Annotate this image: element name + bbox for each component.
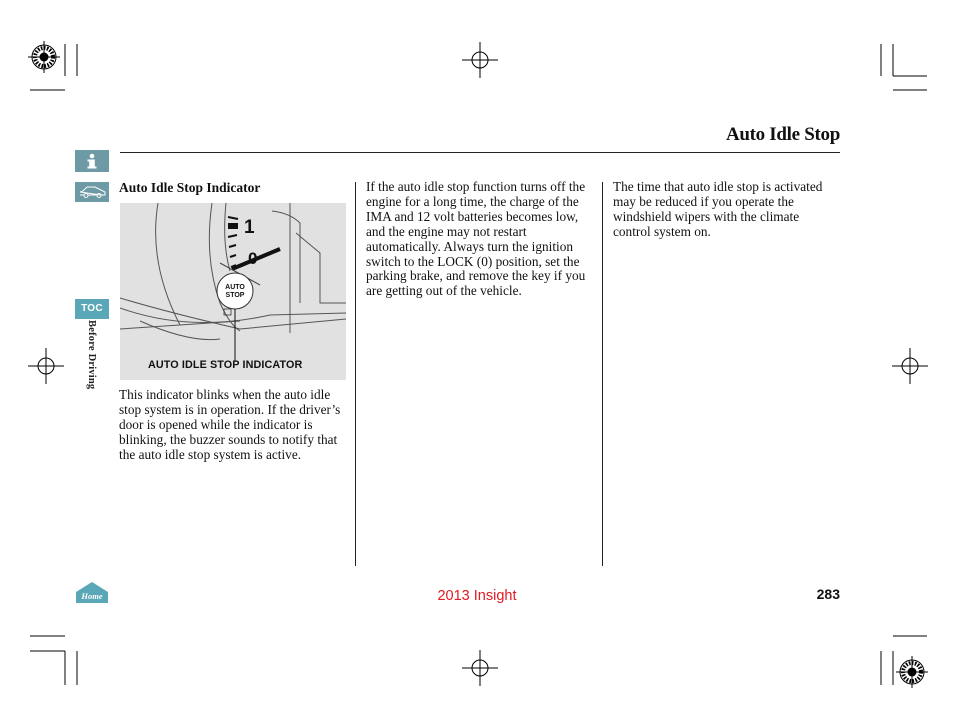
info-icon: [75, 150, 109, 172]
gauge-label-bottom: 0: [248, 249, 258, 268]
footer-model: 2013 Insight: [437, 588, 517, 604]
home-label: Home: [81, 591, 103, 601]
column-divider: [355, 182, 356, 566]
section-label: Before Driving: [86, 320, 97, 390]
indicator-line-2: STOP: [225, 292, 245, 299]
figure-caption: AUTO IDLE STOP INDICATOR: [148, 359, 303, 371]
indicator-figure: [120, 203, 346, 380]
car-icon: [75, 182, 109, 202]
body-paragraph: This indicator blinks when the auto idle stop system is in operation. If the driver’s door is opened while the indicator is blinking, the buzzer sounds to notify that the auto idle stop system is active.: [119, 387, 341, 462]
toc-button[interactable]: TOC: [75, 299, 109, 319]
home-icon: [74, 580, 110, 604]
info-button[interactable]: [75, 150, 109, 172]
section-heading: Auto Idle Stop Indicator: [119, 180, 261, 195]
body-paragraph: If the auto idle stop function turns off the engine for a long time, the charge of the IMA and 12 volt batteries becomes low, and the engine may not restart automatically. Always turn the ignition switch to the LOCK (0) position, set the parking brake, and remove the key if you are getting out of the vehicle.: [366, 179, 586, 299]
page-number: 283: [816, 586, 840, 602]
header-rule: [120, 152, 840, 153]
gauge-label-top: 1: [244, 217, 255, 238]
indicator-line-1: AUTO: [225, 284, 245, 291]
body-paragraph: The time that auto idle stop is activated may be reduced if you operate the windshield wipers with the climate control system on.: [613, 179, 823, 239]
page-title: Auto Idle Stop: [725, 124, 840, 145]
column-divider: [602, 182, 603, 566]
home-button[interactable]: [74, 580, 110, 604]
vehicle-button[interactable]: [75, 182, 109, 202]
auto-stop-indicator: [223, 284, 247, 300]
